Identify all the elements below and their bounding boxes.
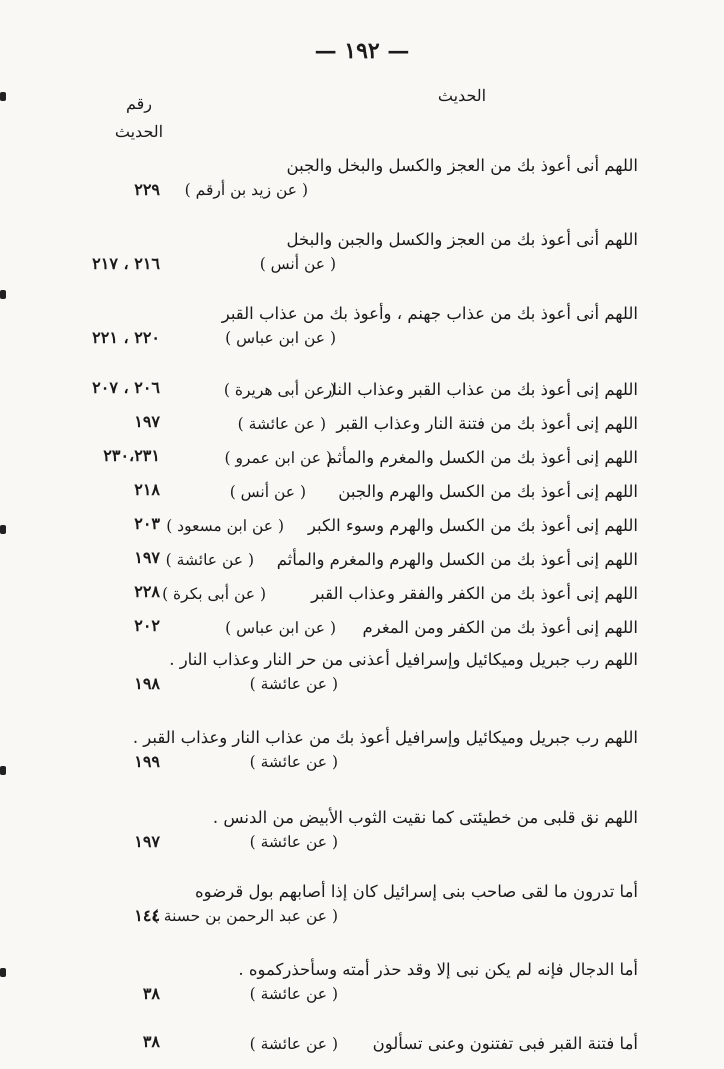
margin-mark [0, 968, 6, 977]
margin-mark [0, 290, 6, 299]
hadith-text: اللهم إنى أعوذ بك من الكفر والفقر وعذاب القبر [311, 584, 638, 603]
hadith-number: ٢٣٠،٢٣١ [103, 446, 160, 465]
hadith-source: ( عن عائشة ) [249, 985, 338, 1003]
hadith-text: اللهم إنى أعوذ بك من الكسل والهرم وسوء الكبر [307, 516, 638, 535]
hadith-number: ٢٢٨ [134, 582, 160, 601]
hadith-source: ( عن عائشة ) [249, 675, 338, 693]
margin-mark [0, 525, 6, 534]
hadith-entry [0, 408, 724, 442]
hadith-number: ١٩٧ [134, 412, 160, 431]
hadith-source: ( عن ابن عباس ) [225, 619, 336, 637]
hadith-text: اللهم إنى أعوذ بك من عذاب القبر وعذاب النار [324, 380, 638, 399]
hadith-source: ( عن أبى هريرة ) [223, 381, 336, 399]
hadith-entry [0, 722, 724, 792]
hadith-source: ( عن عبد الرحمن بن حسنة ) [152, 907, 338, 925]
hadith-number: ٢١٦ ، ٢١٧ [92, 254, 160, 273]
hadith-entry [0, 954, 724, 1024]
hadith-text: اللهم أنى أعوذ بك من عذاب جهنم ، وأعوذ بك من عذاب القبر [221, 304, 638, 323]
hadith-text: اللهم إنى أعوذ بك من الكسل والمغرم والمأثم [326, 448, 638, 467]
column-header-number-line: الحديث [114, 122, 164, 141]
column-header-number-line: رقم [125, 94, 153, 113]
hadith-number: ٢٢٩ [134, 180, 160, 199]
hadith-number: ٣٨ [142, 1032, 160, 1051]
hadith-text: اللهم رب جبريل وميكائيل وإسرافيل أعوذ بك من عذاب النار وعذاب القبر . [132, 728, 638, 747]
hadith-number: ٢٠٣ [134, 514, 160, 533]
hadith-source: ( عن زيد بن أرقم ) [184, 181, 308, 199]
hadith-entry [0, 476, 724, 510]
hadith-text: اللهم إنى أعوذ بك من فتنة النار وعذاب القبر [336, 414, 638, 433]
hadith-entry [0, 612, 724, 644]
hadith-entry [0, 578, 724, 612]
hadith-entry [0, 644, 724, 714]
hadith-source: ( عن عائشة ) [249, 833, 338, 851]
hadith-source: ( عن عائشة ) [237, 415, 326, 433]
hadith-text: اللهم إنى أعوذ بك من الكفر ومن المغرم [362, 618, 638, 637]
hadith-source: ( عن عائشة ) [249, 1035, 338, 1053]
hadith-number: ١٩٩ [134, 752, 160, 771]
hadith-text: اللهم إنى أعوذ بك من الكسل والهرم والمغرم والمأثم [276, 550, 638, 569]
hadith-number: ٢٠٢ [134, 616, 160, 635]
margin-mark [0, 92, 6, 101]
hadith-entry [0, 150, 724, 220]
hadith-entry [0, 876, 724, 946]
hadith-number: ٢١٨ [134, 480, 160, 499]
hadith-text: اللهم أنى أعوذ بك من العجز والكسل والجبن والبخل [286, 230, 638, 249]
hadith-text: اللهم إنى أعوذ بك من الكسل والهرم والجبن [338, 482, 638, 501]
hadith-number: ١٩٧ [134, 548, 160, 567]
hadith-entry [0, 442, 724, 476]
hadith-source: ( عن عائشة ) [249, 753, 338, 771]
hadith-source: ( عن أبى بكرة ) [162, 585, 266, 603]
hadith-text: اللهم أنى أعوذ بك من العجز والكسل والبخل والجبن [286, 156, 638, 175]
hadith-text: أما الدجال فإنه لم يكن نبى إلا وقد حذر أمته وسأحذركموه . [238, 960, 638, 979]
hadith-source: ( عن ابن مسعود ) [166, 517, 284, 535]
hadith-number: ١٩٧ [134, 832, 160, 851]
hadith-number: ٣٨ [142, 984, 160, 1003]
hadith-entry [0, 298, 724, 368]
hadith-number: ١٩٨ [134, 674, 160, 693]
hadith-number: ١٤٤ [134, 906, 160, 925]
hadith-entry [0, 1028, 724, 1062]
column-header-number-text [104, 90, 174, 146]
hadith-source: ( عن ابن عمرو ) [224, 449, 332, 467]
hadith-text: أما فتنة القبر فبى تفتنون وعنى تسألون [372, 1034, 638, 1053]
hadith-text: اللهم رب جبريل وميكائيل وإسرافيل أعذنى من حر النار وعذاب النار . [169, 650, 638, 669]
hadith-entry [0, 802, 724, 872]
hadith-text: اللهم نق قلبى من خطيئتى كما نقيت الثوب الأبيض من الدنس . [212, 808, 638, 827]
hadith-source: ( عن أنس ) [229, 483, 306, 501]
hadith-entry [0, 544, 724, 578]
hadith-entry [0, 374, 724, 408]
hadith-source: ( عن ابن عباس ) [225, 329, 336, 347]
hadith-number: ٢٢٠ ، ٢٢١ [92, 328, 160, 347]
column-header-hadith-number [104, 90, 174, 146]
page-number: — ١٩٢ — [314, 38, 410, 64]
hadith-index-list [0, 150, 724, 1062]
column-header-hadith: الحديث [437, 86, 487, 105]
hadith-entry [0, 510, 724, 544]
hadith-text: أما تدرون ما لقى صاحب بنى إسرائيل كان إذا أصابهم بول قرضوه [195, 882, 638, 901]
margin-mark [0, 766, 6, 775]
hadith-source: ( عن أنس ) [259, 255, 336, 273]
hadith-source: ( عن عائشة ) [165, 551, 254, 569]
hadith-entry [0, 224, 724, 294]
hadith-number: ٢٠٦ ، ٢٠٧ [92, 378, 160, 397]
